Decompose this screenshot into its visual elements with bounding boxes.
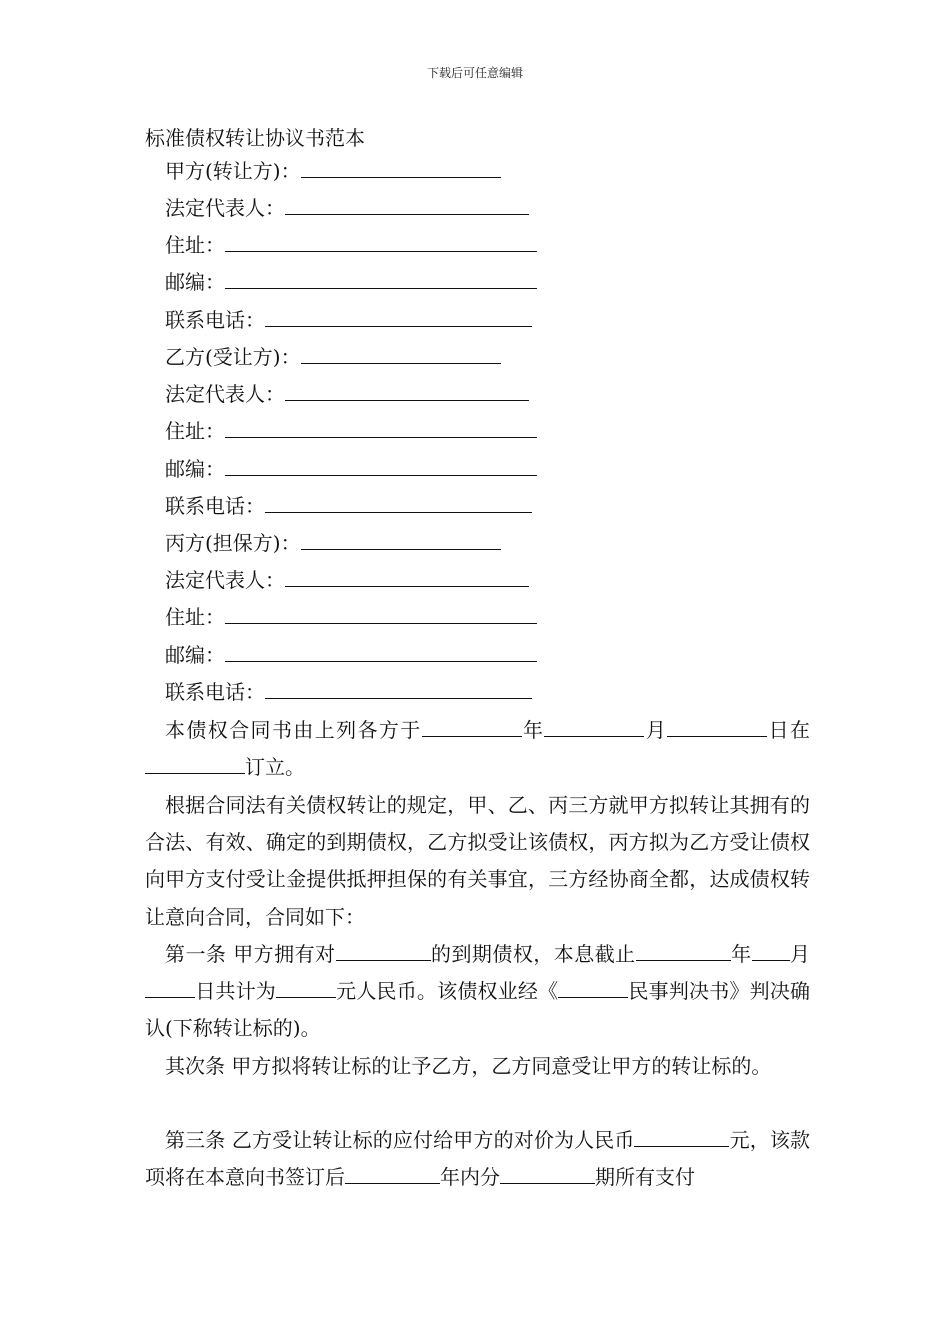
intro-text-at: 在 (790, 718, 811, 742)
party-a-blank[interactable] (301, 157, 501, 178)
party-c-label: 丙方(担保方)： (165, 531, 301, 555)
intro-paragraph (145, 712, 810, 786)
party-c-addr-label: 住址： (165, 605, 225, 629)
party-a-zip-row (165, 268, 537, 296)
art3-text-d: 期所有支付 (595, 1165, 695, 1190)
party-b-rep-blank[interactable] (285, 380, 529, 401)
art1-text-year: 年 (730, 942, 752, 966)
intro-text-month: 月 (644, 718, 668, 742)
party-b-row (165, 343, 501, 371)
party-b-addr-label: 住址： (165, 419, 225, 443)
party-a-rep-label: 法定代表人： (165, 196, 285, 220)
party-a-rep-blank[interactable] (285, 194, 529, 215)
party-b-blank[interactable] (301, 343, 501, 364)
art1-debtor-blank[interactable] (336, 942, 431, 961)
intro-text-year: 年 (521, 718, 545, 742)
party-c-zip-label: 邮编： (165, 643, 225, 667)
article-1 (145, 936, 810, 1048)
party-b-phone-label: 联系电话： (165, 494, 265, 518)
intro-month-blank[interactable] (544, 718, 644, 737)
art3-price-blank[interactable] (634, 1128, 729, 1147)
party-c-addr-row (165, 603, 537, 631)
party-b-zip-row (165, 455, 537, 483)
art3-text-a: 第三条 乙方受让转让标的应付给甲方的对价为人民币 (165, 1128, 635, 1152)
article-2: 其次条 甲方拟将转让标的让予乙方，乙方同意受让甲方的转让标的。 (165, 1054, 772, 1078)
party-a-phone-label: 联系电话： (165, 308, 265, 332)
party-b-rep-label: 法定代表人： (165, 382, 285, 406)
party-b-zip-blank[interactable] (225, 455, 537, 476)
party-c-phone-blank[interactable] (265, 678, 532, 699)
art1-text-a: 第一条 甲方拥有对 (165, 942, 336, 966)
party-a-zip-label: 邮编： (165, 270, 225, 294)
party-c-rep-label: 法定代表人： (165, 568, 285, 592)
party-c-zip-blank[interactable] (225, 641, 537, 662)
party-b-phone-row (165, 492, 532, 520)
party-b-label: 乙方(受让方)： (165, 345, 301, 369)
art1-text-month: 月 (789, 942, 811, 966)
party-a-addr-blank[interactable] (225, 231, 537, 252)
party-c-row (165, 529, 501, 557)
art3-years-blank[interactable] (345, 1165, 440, 1184)
intro-text-end: 订立。 (245, 755, 305, 780)
intro-text-day: 日 (767, 718, 791, 742)
party-a-rep-row (165, 194, 529, 222)
intro-year-blank[interactable] (422, 718, 522, 737)
party-c-rep-row (165, 566, 529, 594)
basis-paragraph: 根据合同法有关债权转让的规定，甲、乙、丙三方就甲方拟转让其拥有的合法、有效、确定的到期债权，乙方拟受让该债权，丙方拟为乙方受让债权向甲方支付受让金提供抵押担保的有关事宜，三方经协商全都，达成债权转让意向合同，合同如下： (145, 793, 810, 929)
art1-text-e: 日共计为 (195, 979, 276, 1004)
art1-text-b: 的到期债权，本息截止 (430, 942, 636, 966)
party-a-phone-blank[interactable] (265, 306, 532, 327)
intro-text-a: 本债权合同书由上列各方于 (165, 718, 422, 742)
party-a-label: 甲方(转让方)： (165, 159, 301, 183)
party-a-phone-row (165, 306, 532, 334)
page-header: 下载后可任意编辑 (426, 66, 523, 80)
party-c-phone-label: 联系电话： (165, 680, 265, 704)
intro-place-blank[interactable] (145, 755, 245, 774)
art1-day-blank[interactable] (145, 979, 195, 998)
art1-judgment-blank[interactable] (558, 979, 628, 998)
document-title: 标准债权转让协议书范本 (145, 126, 365, 150)
art1-month-blank[interactable] (752, 942, 790, 961)
party-c-addr-blank[interactable] (225, 603, 537, 624)
party-b-zip-label: 邮编： (165, 457, 225, 481)
party-c-rep-blank[interactable] (285, 566, 529, 587)
party-b-addr-blank[interactable] (225, 417, 537, 438)
intro-day-blank[interactable] (667, 718, 767, 737)
party-a-addr-row (165, 231, 537, 259)
party-b-phone-blank[interactable] (265, 492, 532, 513)
party-a-zip-blank[interactable] (225, 268, 537, 289)
art1-text-g: 民事判决书》判决确认(下称转让标的)。 (145, 979, 811, 1041)
art3-text-c: 年内分 (440, 1165, 500, 1190)
party-b-rep-row (165, 380, 529, 408)
art1-text-f: 元人民币。该债权业经《 (335, 979, 559, 1004)
art1-amount-blank[interactable] (276, 979, 336, 998)
article-3 (145, 1122, 810, 1196)
party-b-addr-row (165, 417, 537, 445)
party-c-blank[interactable] (301, 529, 501, 550)
party-c-phone-row (165, 678, 532, 706)
party-a-addr-label: 住址： (165, 233, 225, 257)
party-c-zip-row (165, 641, 537, 669)
art1-year-blank[interactable] (636, 942, 731, 961)
art3-installments-blank[interactable] (500, 1165, 595, 1184)
party-a-row (165, 157, 501, 185)
art3-text-b: 元，该款项将在本意向书签订后 (145, 1128, 811, 1190)
